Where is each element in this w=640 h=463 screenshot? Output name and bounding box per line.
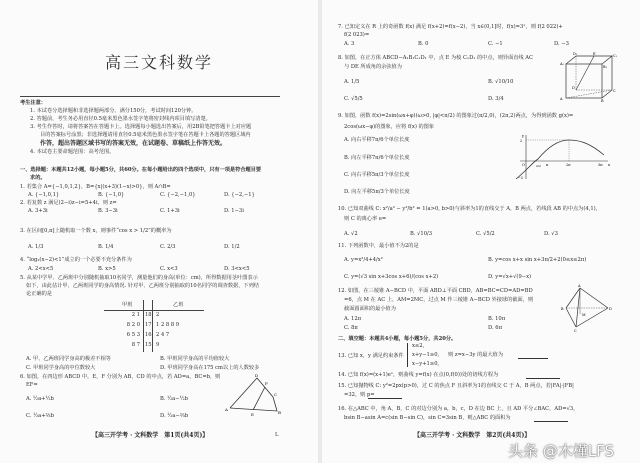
q1-option-c: C. {−2,−1,0} <box>160 192 196 198</box>
q8-stem-cont: 与 DE 所成角的余弦值为 <box>344 64 402 70</box>
q2-option-c: C. 1+3i <box>160 208 180 214</box>
stemleaf-left-3: 6 5 3 <box>126 332 140 338</box>
stemleaf-hrule <box>104 310 204 311</box>
q9-option-a: A. 向右平移7π/6个单位长度 <box>344 137 410 143</box>
q5-option-b: B. 甲班同学身高的平均值较大 <box>160 356 230 362</box>
notice-3: 3. 考生作答时，请将答案答在答题卡上。选择题每小题选出答案后，用2B铅笔把答题卡上对应题 <box>30 124 252 130</box>
stemleaf-right-3: 2 4 7 <box>156 332 170 338</box>
cube-label-a: A <box>560 97 563 101</box>
notice-heading: 考生注意： <box>20 100 46 106</box>
q6-stem-cont: EF= <box>26 382 38 388</box>
q5-stem-cont2: 论正确的是 <box>26 291 52 297</box>
section1-heading: 一、选择题：本题共12小题，每小题5分，共60分。在每小题给出的四个选项中，只有一项是符合题目要 <box>20 167 262 173</box>
q6-stem: 6. 如图，在四边形 ABCD 中，E，F 分别为 AB，CD 的中点，若 AD=a，BC=b，则 <box>20 374 221 380</box>
cube-label-c1: C₁ <box>613 54 618 58</box>
q4-option-d: D. 3<x<5 <box>224 266 250 272</box>
q16-answer-blank[interactable] <box>534 421 568 422</box>
q13-brace <box>407 343 410 367</box>
q9-option-d: D. 向左平移5π/3个单位长度 <box>344 189 410 195</box>
graph9-x-2pi: 2π <box>566 163 571 167</box>
stemleaf-header-right: 乙班 <box>173 302 184 308</box>
q8-option-b: B. √10/10 <box>488 79 514 85</box>
notice-4: 4. 本试卷主要命题范围：高考范围。 <box>30 149 115 155</box>
fig6-label-e: E <box>251 412 254 417</box>
page1-corner-mark: L <box>275 432 279 438</box>
fig6-label-d: D <box>255 373 259 378</box>
q12-option-b: B. 10π <box>488 316 506 322</box>
tetra-label-b: B <box>561 307 564 311</box>
q2-stem: 2. 若复数 z 满足(2−i)z−i=5+4i，则 z= <box>20 200 117 206</box>
cube-figure <box>562 52 622 102</box>
q13-condition-2: x+y−1≥0, <box>412 352 440 358</box>
q16-stem-cont: bsin B−asin A=c(sin B−sin C)，sin C=3sin B，则△ABC 的面积为 <box>344 415 511 421</box>
title-rule <box>20 96 280 97</box>
q11-option-c: C. y=(√3 sin x+3cos x+6)/(cos x+2) <box>344 274 439 280</box>
q11-option-b: B. y=cos x+x sin x+3π/2+2(0≤x≤2π) <box>488 257 587 263</box>
q13-tail: 则 z=x−3y 的最大值为 <box>448 352 504 358</box>
q2-option-d: D. 1−3i <box>224 208 244 214</box>
tetra-label-m: M <box>582 313 586 317</box>
q5-option-a: A. 甲、乙两班同学身高的极差不相等 <box>26 356 111 362</box>
notice-3c: 作答，超出答题区域书写的答案无效，在试题卷、草稿纸上作答无效。 <box>40 140 227 147</box>
q8-option-c: C. √5/5 <box>344 96 363 102</box>
quadrilateral-figure <box>225 375 285 415</box>
stemleaf-left-2: 8 2 0 <box>126 322 140 328</box>
q7-stem-cont: f(2 023)= <box>344 32 370 38</box>
q3-option-b: B. 1/4 <box>98 244 114 250</box>
q13-stem: 13. 已知 x，y 满足约束条件 <box>338 353 404 359</box>
stemleaf-stem-4: 15 <box>145 342 152 348</box>
notice-1: 1. 本试卷分选择题和非选择题两部分。满分150分，考试时间120分钟。 <box>30 108 197 114</box>
q7-option-a: A. 3 <box>344 41 355 47</box>
stemleaf-right-1: 2 <box>156 312 160 318</box>
stemleaf-stem-2: 17 <box>145 322 152 328</box>
page1-footer: 【高三开学考 · 文科数学 第1页(共4页)】 <box>92 432 209 439</box>
q12-stem-cont: =6，点 M 在 AC 上，AM=2MC，过点 M 作三棱锥 A−BCD 外接球的截面，则 <box>344 297 534 303</box>
section1-heading-cont: 求的。 <box>30 175 46 181</box>
cube-label-b1: B₁ <box>603 65 607 69</box>
q1-option-b: B. {−1,0} <box>98 192 125 198</box>
graph9-x-3pi: 3π <box>598 163 603 167</box>
q9-option-b: B. 向左平移7π/6个单位长度 <box>344 155 410 161</box>
fig6-label-a: A <box>225 407 228 412</box>
q3-stem: 3. 在区间[0,π]上随机取一个数 x，则事件“cos x > 1/2”的概率为 <box>20 228 172 234</box>
tetrahedron-figure <box>562 285 612 335</box>
q8-option-a: A. 1/5 <box>344 79 360 85</box>
q1-option-a: A. {−1,0,1} <box>28 192 60 198</box>
exam-page-1 <box>0 0 318 463</box>
cube-label-d1: D₁ <box>573 52 578 56</box>
tetra-label-c: C <box>574 329 577 333</box>
notice-3b: 目的答案标号涂黑；非选择题请用直径0.5毫米黑色墨水签字笔在答题卡上各题的答题区域内 <box>40 132 251 138</box>
q8-option-d: D. 3/4 <box>488 96 504 102</box>
q12-option-a: A. 12π <box>344 316 362 322</box>
stemleaf-vrule-1 <box>143 300 144 352</box>
notice-2: 2. 答题前，考生务必用直径0.5毫米黑色墨水签字笔将密封线内项目填写清楚。 <box>30 116 211 122</box>
q15-stem-cont: =32，则 p= <box>344 392 375 398</box>
q1-option-d: D. {−2,−1} <box>224 192 255 198</box>
watermark: 头条 @木槿LFS <box>508 442 615 460</box>
tetra-label-d: D <box>609 307 612 311</box>
fig6-label-b: B <box>278 410 281 415</box>
exam-title: 高三文科数学 <box>104 53 213 72</box>
stemleaf-vrule-2 <box>152 300 153 352</box>
q4-stem: 4. “log₂(x−2)<1”成立的一个必要不充分条件为 <box>20 257 132 263</box>
q7-stem: 7. 已知定义在 R 上的奇函数 f(x) 满足 f(x+2)=f(x−2)，当 x∈(0,1]时，f(x)=3ˣ，则 f(2 022)+ <box>338 24 563 30</box>
q10-option-c: C. √5/2 <box>476 231 495 237</box>
q15-answer-blank[interactable] <box>368 398 402 399</box>
q11-stem: 11. 下列函数中，最小值不为2的是 <box>338 243 419 249</box>
q10-stem-cont: 则 C 的离心率 e= <box>344 216 387 222</box>
stemleaf-stem-1: 18 <box>145 312 152 318</box>
q15-stem: 15. 已知抛物线 C: y²=2px(p>0)，过 C 的焦点 F 且斜率为1的直线交 C 于 A，B 两点，若|FA|·|FB| <box>338 383 574 389</box>
cube-label-e: E <box>593 52 596 56</box>
q5-stem: 5. 从某中学甲、乙两班中分别随机抽取10名同学，测量他们的身高(单位：cm)，所得数据用茎叶图表示 <box>20 275 258 281</box>
cube-label-a1: A₁ <box>560 62 564 66</box>
q11-option-a: A. y=x²/4+4/x² <box>344 257 383 263</box>
q10-stem: 10. 已知双曲线 C: x²/a² − y²/b² = 1(a>0, b>0)与斜率为1的直线交于 A，B 两点，若线段 AB 的中点为(4,1)， <box>338 206 601 212</box>
fig6-label-c: C <box>274 392 278 397</box>
page2-footer: 【高三开学考 · 文科数学 第2页(共4页)】 <box>414 432 531 439</box>
q2-option-b: B. 3−3i <box>98 208 118 214</box>
q13-condition-3: x−y+1≥0, <box>412 361 440 367</box>
sine-graph-figure <box>512 133 612 183</box>
q12-option-d: D. 6π <box>488 325 502 331</box>
q7-option-b: B. 0 <box>418 41 429 47</box>
graph9-x-half-pi: π/2 <box>536 164 541 168</box>
q5-stem-cont: 如下，由此估计甲、乙两班同学的身高情况. 针对甲、乙两班分别抽取的10名同学的调查数据，下列结 <box>26 283 259 289</box>
graph9-y-2: 2 <box>520 139 523 143</box>
q16-stem: 16. 在△ABC 中，角 A，B，C 的对边分别为 a，b，c，D 在边 BC 上，且 AD 平分∠BAC，AD=√3， <box>338 406 579 412</box>
q5-option-d: D. 甲班同学身高在175 cm以上的人数较多 <box>160 365 260 371</box>
q13-answer-blank[interactable] <box>518 358 548 359</box>
q6-option-a: A. ½a+½b <box>26 396 54 402</box>
q9-stem-cont: 2cos(ωx−φ)的图象，应将 f(x) 的图象 <box>344 124 435 130</box>
fig6-label-f: F <box>265 381 268 386</box>
stemleaf-right-2: 1 2 8 8 9 <box>156 322 180 328</box>
stemleaf-stem-3: 16 <box>145 332 152 338</box>
q5-option-c: C. 甲班同学身高的中位数较大 <box>26 365 96 371</box>
cube-label-b: B <box>601 99 604 103</box>
q9-stem: 9. 如图，函数 f(x)=2sin(ωx+φ)(ω>0, |φ|<π/2) 的图象过(π/2,0)，(2π,2)两点，为得到函数 g(x)= <box>338 113 574 119</box>
stemleaf-right-4: 9 <box>156 342 160 348</box>
q10-option-a: A. √2 <box>344 231 358 237</box>
stemleaf-header-left: 甲班 <box>122 302 133 308</box>
q3-option-c: C. 2/3 <box>160 244 176 250</box>
stemleaf-left-1: 2 1 <box>131 312 140 318</box>
q6-option-d: D. ½a−⅔b <box>160 413 189 419</box>
cube-label-d: D <box>572 86 575 90</box>
q6-option-b: B. ½a−½b <box>160 396 188 402</box>
q13-condition-1: x≤2, <box>412 343 425 349</box>
q12-stem: 12. 如图，在三棱锥 A−BCD 中，平面 ABD⊥平面 CBD，AB=BC=CD=AD=BD <box>338 288 533 294</box>
q3-option-a: A. 1/3 <box>28 244 44 250</box>
graph9-origin: O <box>522 163 525 167</box>
q9-option-c: C. 向右平移5π/3个单位长度 <box>344 172 410 178</box>
cube-label-c: C <box>613 89 616 93</box>
q2-option-a: A. 3+3i <box>28 208 48 214</box>
q1-stem: 1. 若集合 A={−1,0,1,2}，B={x|(x+3)(1−x)>0}，则 A∩B= <box>20 184 171 190</box>
q8-stem: 8. 如图，在正方体 ABCD−A₁B₁C₁D₁ 中，点 E 为棱 C₁D₁ 的中点，则异面直线 AC <box>338 55 534 61</box>
q3-option-d: D. 1/2 <box>224 244 240 250</box>
q10-option-b: B. √10/3 <box>410 231 433 237</box>
tetra-label-a: A <box>578 284 581 288</box>
q12-option-c: C. 8π <box>344 325 358 331</box>
q14-stem: 14. 已知 f(x)=(x+1)eˣ，则曲线 y=f(x) 在点(0,f(0))处的切线方程为 <box>338 372 499 378</box>
q12-stem-cont2: 截面圆面积的最小值为 <box>344 306 396 312</box>
q4-option-c: C. x<3 <box>160 266 178 272</box>
q6-option-c: C. ½a+⅔b <box>26 413 54 419</box>
graph9-x-axis-label: x <box>608 163 610 167</box>
graph9-y-neg2: −2 <box>518 176 524 180</box>
graph9-x-pi: π <box>546 163 549 167</box>
exam-page-2 <box>322 0 640 463</box>
graph9-y-axis-label: y <box>522 134 524 138</box>
q4-option-b: B. x>5 <box>98 266 116 272</box>
q4-option-a: A. 2<x<5 <box>28 266 54 272</box>
stemleaf-left-4: 8 7 <box>131 342 140 348</box>
section2-heading: 二、填空题：本题共4小题，每小题5分，共20分。 <box>338 336 457 342</box>
q7-option-c: C. −1 <box>488 41 503 47</box>
q11-option-d: D. y=√x+√(9−x) <box>488 274 532 280</box>
q10-option-d: D. √3 <box>544 231 558 237</box>
q14-answer-blank[interactable] <box>526 378 560 379</box>
q7-option-d: D. −3 <box>554 41 569 47</box>
